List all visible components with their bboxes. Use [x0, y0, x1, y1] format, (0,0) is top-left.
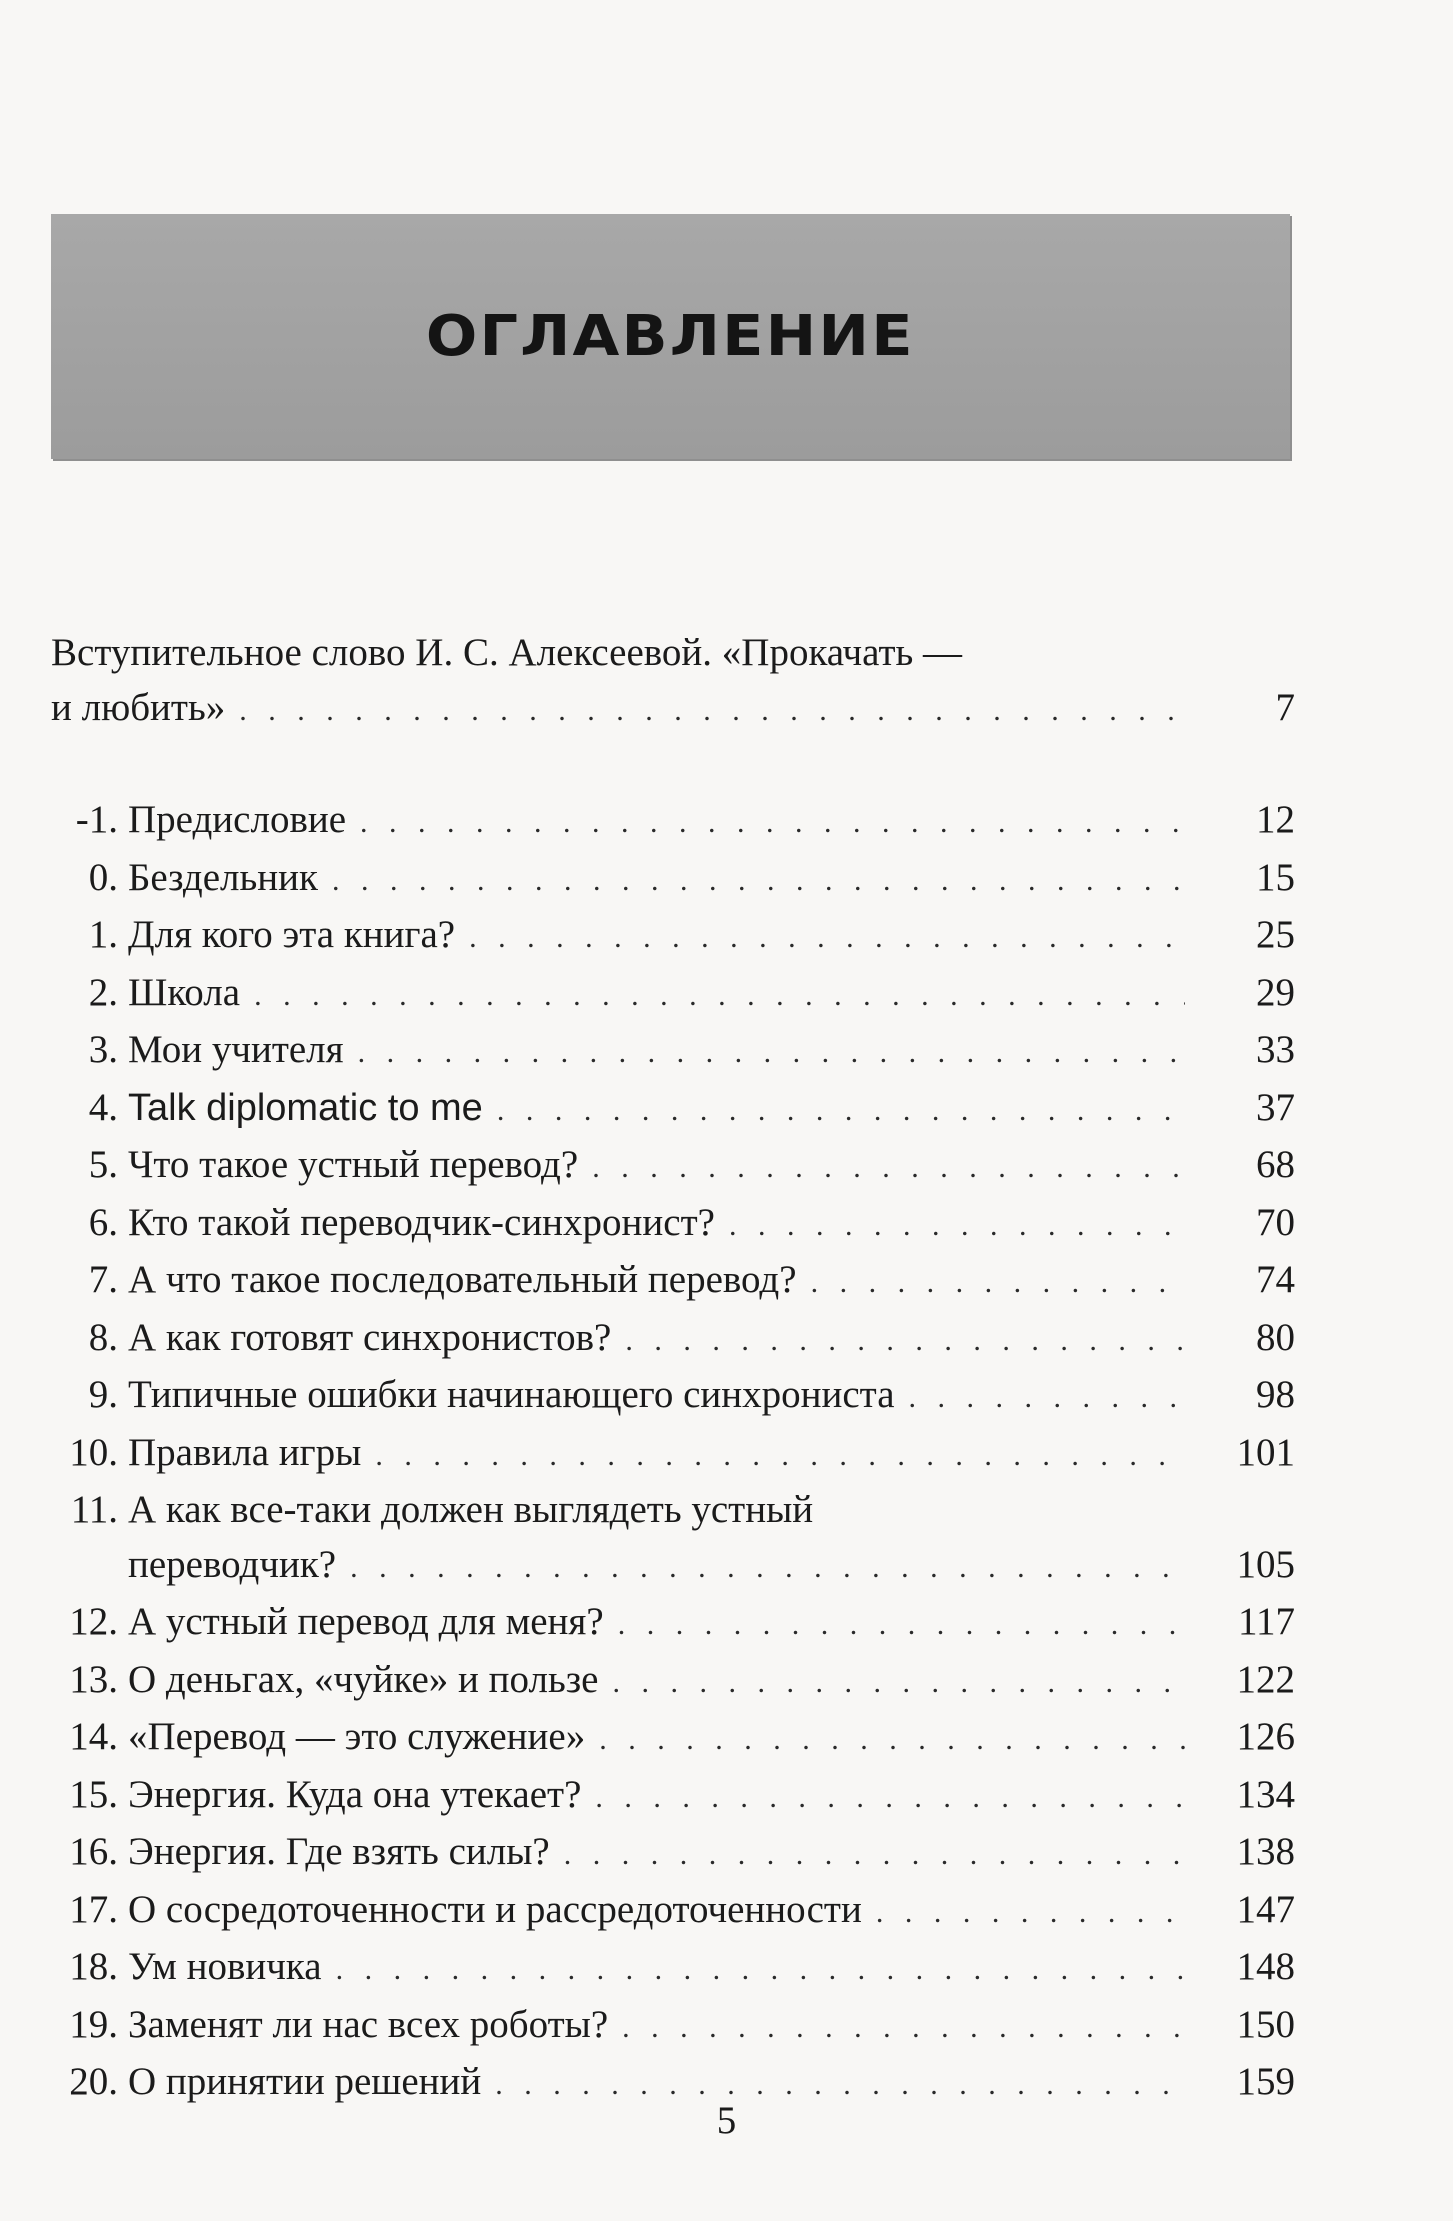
chapter-number: 10.	[69, 1430, 118, 1474]
toc-entry-title	[51, 1940, 322, 1995]
toc-entry-line	[51, 1595, 1295, 1653]
chapter-number: 14.	[69, 1715, 118, 1758]
toc-entry[interactable]	[51, 1138, 1295, 1196]
toc-entry-page: 126	[1236, 1715, 1295, 1758]
chapter-title-cont: переводчик?	[128, 1542, 337, 1586]
chapter-title: А как все-таки должен выглядеть устный	[128, 1488, 814, 1531]
toc-entry-title	[51, 1081, 483, 1136]
toc-entry-line	[51, 1023, 1295, 1081]
toc-entry-page: 74	[1256, 1258, 1295, 1301]
chapter-title: Кто такой переводчик-синхронист?	[128, 1200, 715, 1244]
chapter-title: Что такое устный перевод?	[128, 1143, 579, 1186]
chapter-title: Энергия. Где взять силы?	[128, 1830, 550, 1873]
chapter-title: Мои учителя	[128, 1028, 344, 1071]
chapter-number: 2.	[88, 970, 118, 1014]
toc-entry[interactable]	[51, 1311, 1295, 1369]
chapter-number: 7.	[88, 1258, 118, 1301]
toc-entry-title: Вступительное слово И. С. Алексеевой. «Прокачать —	[51, 631, 963, 674]
toc-entry-title	[51, 1426, 361, 1481]
toc-entry-page: 159	[1236, 2060, 1295, 2103]
page-title: ОГЛАВЛЕНИЕ	[426, 304, 915, 369]
chapter-number: 0.	[88, 855, 118, 899]
toc-entry-page: 117	[1237, 1600, 1295, 1643]
toc-entry-page: 101	[1236, 1430, 1295, 1474]
toc-entry-page: 68	[1256, 1143, 1295, 1186]
toc-entry-line	[51, 1426, 1295, 1484]
toc-entry-page: 80	[1256, 1315, 1295, 1359]
chapter-title: О принятии решений	[128, 2060, 482, 2103]
toc-entry-line	[51, 1368, 1295, 1426]
dot-leader	[254, 969, 1185, 1024]
chapter-title: Предисловие	[128, 798, 347, 841]
toc-entry-title	[51, 1311, 611, 1366]
toc-entry-line	[51, 626, 1295, 681]
toc-entry-line	[51, 1196, 1295, 1254]
toc-entry[interactable]	[51, 1023, 1295, 1081]
toc-entry-page: 70	[1256, 1200, 1295, 1244]
dot-leader	[613, 1656, 1186, 1711]
toc-entry-page: 105	[1236, 1542, 1295, 1586]
dot-leader	[729, 1199, 1185, 1254]
toc-entry-title	[51, 851, 318, 906]
toc-entry[interactable]	[51, 1253, 1295, 1311]
toc-entry-page: 33	[1256, 1028, 1295, 1071]
toc-entry[interactable]	[51, 908, 1295, 966]
toc-entry-title	[51, 1768, 581, 1823]
dot-leader	[469, 911, 1185, 966]
dot-leader	[622, 2001, 1185, 2056]
chapter-number: -1.	[75, 798, 118, 841]
chapter-number: 8.	[88, 1315, 118, 1359]
toc-entry-page: 147	[1236, 1887, 1295, 1931]
chapter-number: 18.	[69, 1945, 118, 1988]
toc-entry[interactable]	[51, 1595, 1295, 1653]
toc-entry-line	[51, 1710, 1295, 1768]
toc-entry[interactable]	[51, 1426, 1295, 1484]
dot-leader	[625, 1314, 1185, 1369]
toc-entry-title	[51, 908, 455, 963]
dot-leader	[336, 1943, 1185, 1998]
toc-entry-line	[51, 793, 1295, 851]
dot-leader	[876, 1886, 1185, 1941]
dot-leader	[811, 1256, 1185, 1311]
toc-entry-title	[51, 1368, 895, 1423]
chapter-number: 5.	[88, 1143, 118, 1186]
toc-entry[interactable]	[51, 1710, 1295, 1768]
chapter-title: Энергия. Куда она утекает?	[128, 1772, 582, 1816]
heading-banner	[51, 214, 1290, 459]
chapter-number: 20.	[69, 2060, 118, 2103]
toc-entry-page: 25	[1256, 913, 1295, 956]
toc-entry-line	[51, 1653, 1295, 1711]
chapter-number: 3.	[88, 1028, 118, 1071]
chapter-number: 6.	[88, 1200, 118, 1244]
dot-leader	[332, 854, 1185, 909]
toc-entry[interactable]	[51, 966, 1295, 1024]
chapter-title: Бездельник	[128, 855, 318, 899]
toc-entry-title-cont: и любить»	[51, 685, 226, 729]
toc-entry-page: 122	[1236, 1657, 1295, 1701]
toc-entry[interactable]	[51, 1940, 1295, 1998]
chapter-number: 13.	[69, 1657, 118, 1701]
toc-entry-title	[51, 966, 240, 1021]
toc-entry-title	[51, 793, 346, 848]
chapter-number: 17.	[69, 1887, 118, 1931]
toc-entry[interactable]	[51, 793, 1295, 851]
toc-entry-line	[51, 1538, 1295, 1596]
toc-entry-title	[51, 1883, 862, 1938]
toc-entry-line	[51, 966, 1295, 1024]
dot-leader	[595, 1771, 1185, 1826]
chapter-title: О сосредоточенности и рассредоточенности	[128, 1887, 862, 1931]
dot-leader	[350, 1541, 1185, 1596]
dot-leader	[618, 1598, 1185, 1653]
toc-entry-line	[51, 851, 1295, 909]
toc-entry-line	[51, 1138, 1295, 1196]
toc-entry-page: 29	[1256, 970, 1295, 1014]
toc-entry-page: 15	[1256, 855, 1295, 899]
dot-leader	[358, 1026, 1185, 1081]
toc-entry-line	[51, 681, 1295, 739]
toc-entry[interactable]	[51, 1825, 1295, 1883]
toc-entry-intro[interactable]	[51, 626, 1295, 738]
chapter-title: Ум новичка	[128, 1945, 322, 1988]
toc-entry[interactable]	[51, 851, 1295, 909]
toc-entry[interactable]	[51, 1768, 1295, 1826]
chapter-number: 12.	[69, 1600, 118, 1643]
dot-leader	[564, 1828, 1185, 1883]
toc-entry-line	[51, 1253, 1295, 1311]
dot-leader	[592, 1141, 1185, 1196]
chapter-title: Для кого эта книга?	[128, 913, 456, 956]
toc-entry-line	[51, 1483, 1295, 1538]
chapter-number: 1.	[88, 913, 118, 956]
toc-entry-title	[51, 1653, 599, 1708]
toc-entry[interactable]	[51, 1483, 1295, 1595]
chapter-title: Talk diplomatic to me	[128, 1086, 483, 1129]
toc-entry-page: 148	[1236, 1945, 1295, 1988]
toc-entry-page: 150	[1236, 2002, 1295, 2046]
toc-entry[interactable]	[51, 1368, 1295, 1426]
toc-entry-title	[51, 1023, 344, 1078]
toc-entry[interactable]	[51, 1081, 1295, 1139]
toc-entry-title	[51, 1710, 585, 1765]
dot-leader	[360, 796, 1185, 851]
toc-entry-line	[51, 908, 1295, 966]
chapter-title: «Перевод — это служение»	[128, 1715, 586, 1758]
toc-entry-page: 37	[1256, 1085, 1295, 1129]
page-number: 5	[716, 2099, 737, 2142]
toc-entry-title	[51, 1825, 550, 1880]
toc-entry-line	[51, 1940, 1295, 1998]
toc-entry[interactable]	[51, 1883, 1295, 1941]
toc-entry-line	[51, 1768, 1295, 1826]
chapter-title: Заменят ли нас всех роботы?	[128, 2002, 609, 2046]
toc-entry-page: 12	[1256, 798, 1295, 841]
chapter-number: 9.	[88, 1373, 118, 1416]
chapter-title: Правила игры	[128, 1430, 362, 1474]
chapter-number: 4.	[88, 1085, 118, 1129]
dot-leader	[909, 1371, 1186, 1426]
toc-entry-title	[51, 1253, 797, 1308]
chapter-title: А устный перевод для меня?	[128, 1600, 604, 1643]
toc-entry-title	[51, 1483, 813, 1538]
chapter-title: Школа	[128, 970, 241, 1014]
dot-leader	[375, 1429, 1185, 1484]
chapter-number: 19.	[69, 2002, 118, 2046]
toc-entry[interactable]	[51, 1196, 1295, 1254]
dot-leader	[599, 1713, 1185, 1768]
toc-entry-line	[51, 1081, 1295, 1139]
toc-entry-title	[51, 1998, 608, 2053]
toc-entry-line	[51, 1825, 1295, 1883]
toc-entry-line	[51, 1998, 1295, 2056]
chapter-number: 11.	[70, 1488, 118, 1531]
toc-entry-page: 7	[1275, 685, 1295, 729]
toc-entry-line	[51, 1883, 1295, 1941]
toc-entry-page: 134	[1236, 1772, 1295, 1816]
toc-entry-page: 138	[1236, 1830, 1295, 1873]
chapter-title: А как готовят синхронистов?	[128, 1315, 612, 1359]
toc-entry[interactable]	[51, 1998, 1295, 2056]
chapter-title: Типичные ошибки начинающего синхрониста	[128, 1373, 895, 1416]
dot-leader	[239, 684, 1185, 739]
chapter-list	[51, 793, 1295, 2113]
toc-entry-page: 98	[1256, 1373, 1295, 1416]
toc-entry-title	[51, 1595, 604, 1650]
toc-entry-title	[51, 1138, 578, 1193]
chapter-number: 16.	[69, 1830, 118, 1873]
chapter-number: 15.	[69, 1772, 118, 1816]
chapter-title: А что такое последовательный перевод?	[128, 1258, 797, 1301]
toc-entry-line	[51, 1311, 1295, 1369]
toc-entry[interactable]	[51, 1653, 1295, 1711]
dot-leader	[497, 1084, 1185, 1139]
toc-entry-title	[51, 1196, 715, 1251]
chapter-title: О деньгах, «чуйке» и пользе	[128, 1657, 599, 1701]
